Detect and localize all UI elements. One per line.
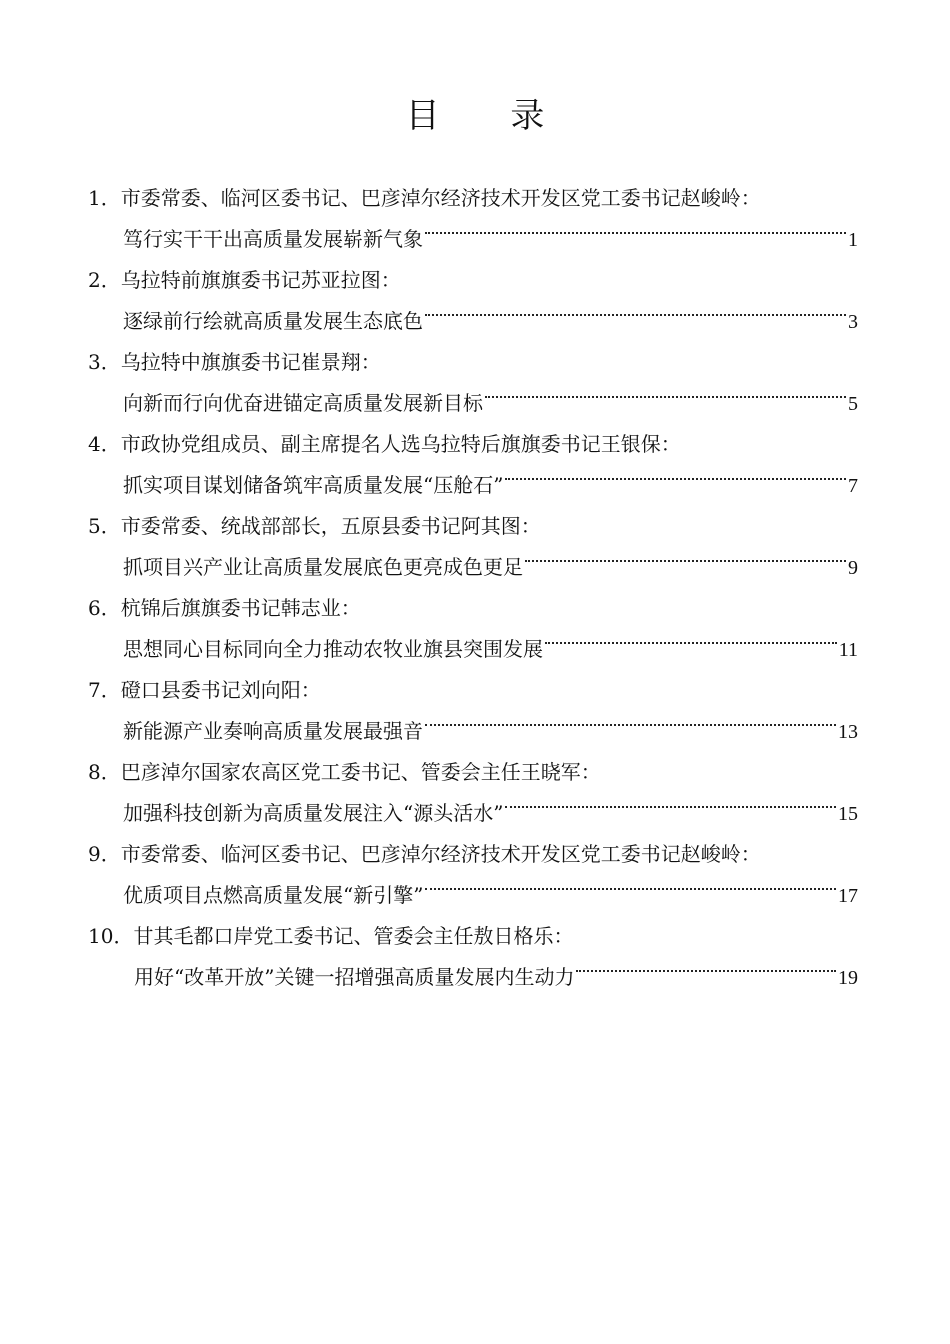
toc-subtitle: 新能源产业奏响高质量发展最强音 <box>123 719 423 743</box>
toc-heading <box>88 510 541 539</box>
toc-heading-text: 乌拉特中旗旗委书记崔景翔： <box>120 350 381 374</box>
toc-number: 2． <box>88 268 121 292</box>
toc-subtitle-line <box>123 879 858 907</box>
toc-number: 4． <box>88 432 121 456</box>
toc-heading-text: 市政协党组成员、副主席提名人选乌拉特后旗旗委书记王银保： <box>120 432 681 456</box>
toc-subtitle: 优质项目点燃高质量发展“新引擎” <box>123 883 424 907</box>
toc-heading <box>88 592 361 621</box>
toc-heading <box>88 920 573 949</box>
toc-heading <box>88 264 401 293</box>
table-of-contents <box>0 178 950 998</box>
toc-subtitle-line <box>123 797 858 825</box>
toc-subtitle-line <box>123 387 858 415</box>
toc-entry[interactable] <box>0 834 950 916</box>
toc-number: 8． <box>88 760 121 784</box>
dot-leader <box>425 887 836 890</box>
toc-subtitle: 抓项目兴产业让高质量发展底色更亮成色更足 <box>123 555 523 579</box>
toc-number: 9． <box>88 842 121 866</box>
toc-page-number: 7 <box>848 475 858 497</box>
dot-leader <box>425 231 846 234</box>
dot-leader <box>485 395 846 398</box>
toc-heading <box>88 346 381 375</box>
toc-page-number: 9 <box>848 557 858 579</box>
toc-page-number: 5 <box>848 393 858 415</box>
toc-page-number: 13 <box>838 721 858 743</box>
toc-number: 7． <box>88 678 121 702</box>
toc-subtitle-line <box>123 715 858 743</box>
dot-leader <box>425 313 846 316</box>
toc-subtitle-line <box>123 305 858 333</box>
toc-entry[interactable] <box>0 260 950 342</box>
toc-subtitle: 用好“改革开放”关键一招增强高质量发展内生动力 <box>134 965 575 989</box>
toc-heading-text: 磴口县委书记刘向阳： <box>120 678 321 702</box>
page-title: 目 录 <box>405 96 575 136</box>
toc-page-number: 17 <box>838 885 858 907</box>
toc-subtitle: 笃行实干干出高质量发展崭新气象 <box>123 227 423 251</box>
toc-heading <box>88 838 761 867</box>
toc-heading-text: 巴彦淖尔国家农高区党工委书记、管委会主任王晓军： <box>120 760 601 784</box>
toc-heading-text: 市委常委、临河区委书记、巴彦淖尔经济技术开发区党工委书记赵峻岭： <box>120 842 761 866</box>
toc-heading-text: 市委常委、统战部部长，五原县委书记阿其图： <box>120 514 541 538</box>
toc-entry[interactable] <box>0 342 950 424</box>
toc-heading <box>88 756 601 785</box>
toc-subtitle-line <box>134 961 858 989</box>
toc-number: 3． <box>88 350 121 374</box>
toc-number: 10． <box>88 924 134 948</box>
toc-page-number: 3 <box>848 311 858 333</box>
toc-subtitle: 抓实项目谋划储备筑牢高质量发展“压舱石” <box>123 473 504 497</box>
toc-entry[interactable] <box>0 424 950 506</box>
toc-entry[interactable] <box>0 506 950 588</box>
toc-number: 6． <box>88 596 121 620</box>
toc-entry[interactable] <box>0 670 950 752</box>
toc-heading-text: 乌拉特前旗旗委书记苏亚拉图： <box>120 268 401 292</box>
dot-leader <box>525 559 846 562</box>
toc-subtitle-line <box>123 551 858 579</box>
toc-heading <box>88 182 761 211</box>
toc-number: 5． <box>88 514 121 538</box>
toc-subtitle: 向新而行向优奋进锚定高质量发展新目标 <box>123 391 483 415</box>
toc-subtitle-line <box>123 469 858 497</box>
toc-subtitle: 加强科技创新为高质量发展注入“源头活水” <box>123 801 504 825</box>
toc-entry[interactable] <box>0 588 950 670</box>
dot-leader <box>505 805 836 808</box>
dot-leader <box>576 969 836 972</box>
toc-page-number: 11 <box>838 639 858 661</box>
toc-entry[interactable] <box>0 752 950 834</box>
toc-page-number: 15 <box>838 803 858 825</box>
toc-number: 1． <box>88 186 121 210</box>
toc-entry[interactable] <box>0 178 950 260</box>
toc-heading <box>88 674 321 703</box>
dot-leader <box>545 641 837 644</box>
dot-leader <box>505 477 846 480</box>
toc-subtitle: 思想同心目标同向全力推动农牧业旗县突围发展 <box>123 637 543 661</box>
toc-heading-text: 甘其毛都口岸党工委书记、管委会主任敖日格乐： <box>133 924 574 948</box>
toc-page-number: 1 <box>848 229 858 251</box>
toc-subtitle: 逐绿前行绘就高质量发展生态底色 <box>123 309 423 333</box>
toc-heading-text: 市委常委、临河区委书记、巴彦淖尔经济技术开发区党工委书记赵峻岭： <box>120 186 761 210</box>
toc-heading <box>88 428 681 457</box>
toc-page-number: 19 <box>838 967 858 989</box>
toc-subtitle-line <box>123 223 858 251</box>
toc-heading-text: 杭锦后旗旗委书记韩志业： <box>120 596 361 620</box>
dot-leader <box>425 723 836 726</box>
toc-subtitle-line <box>123 633 858 661</box>
toc-entry[interactable] <box>0 916 950 998</box>
